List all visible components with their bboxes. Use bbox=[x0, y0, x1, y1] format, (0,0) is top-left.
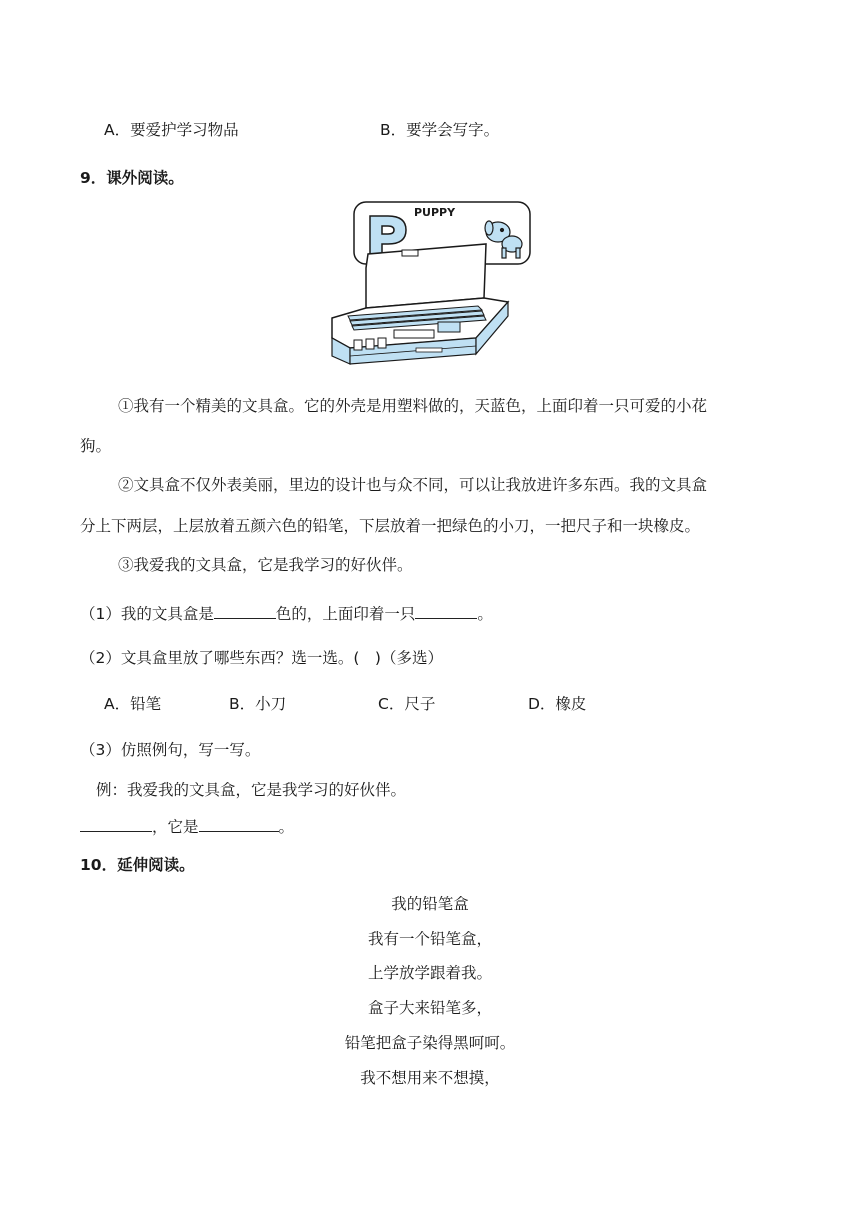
fill-blank-predicate[interactable] bbox=[199, 817, 279, 832]
sub2-option-a[interactable]: A．铅笔 bbox=[104, 695, 162, 713]
q9-example: 例：我爱我的文具盒，它是我学习的好伙伴。 bbox=[96, 781, 407, 799]
pencil-case-image bbox=[326, 198, 536, 372]
poem-line-5: 我不想用来不想摸， bbox=[360, 1069, 500, 1087]
q9-fill-line bbox=[80, 815, 294, 837]
q9-sub3: （3）仿照例句，写一写。 bbox=[80, 741, 261, 759]
sub2-option-b[interactable]: B．小刀 bbox=[229, 695, 287, 713]
sub1-text-3: 。 bbox=[477, 605, 493, 623]
q9-sub1 bbox=[80, 602, 493, 624]
sub1-text-1: （1）我的文具盒是 bbox=[80, 605, 214, 623]
q9-para1-line1: ①我有一个精美的文具盒。它的外壳是用塑料做的，天蓝色，上面印着一只可爱的小花 bbox=[118, 397, 708, 415]
poem-line-1: 我有一个铅笔盒， bbox=[367, 930, 492, 948]
poem-line-2: 上学放学跟着我。 bbox=[367, 964, 492, 982]
sub2-option-d[interactable]: D．橡皮 bbox=[528, 695, 587, 713]
q9-para1-line2: 狗。 bbox=[80, 437, 112, 455]
q9-para2-line1: ②文具盒不仅外表美丽，里边的设计也与众不同，可以让我放进许多东西。我的文具盒 bbox=[118, 476, 708, 494]
sub1-text-2: 色的，上面印着一只 bbox=[275, 605, 416, 623]
eraser-icon bbox=[438, 322, 460, 332]
ruler-icon bbox=[394, 330, 434, 338]
q9-sub2: （2）文具盒里放了哪些东西？选一选。( )（多选） bbox=[80, 649, 443, 667]
q9-title: 9．课外阅读。 bbox=[80, 169, 184, 187]
sub1-blank-animal[interactable] bbox=[415, 604, 477, 619]
fill-end-text: 。 bbox=[278, 818, 295, 836]
poem-line-3: 盒子大来铅笔多， bbox=[367, 999, 492, 1017]
q9-para3: ③我爱我的文具盒，它是我学习的好伙伴。 bbox=[118, 556, 413, 574]
sub1-blank-color[interactable] bbox=[214, 604, 276, 619]
q8-option-b: B．要学会写字。 bbox=[380, 121, 500, 139]
fill-blank-subject[interactable] bbox=[80, 817, 152, 832]
q8-option-a: A．要爱护学习物品 bbox=[104, 121, 239, 139]
q10-title: 10．延伸阅读。 bbox=[80, 856, 195, 874]
puppy-label: PUPPY bbox=[414, 206, 456, 219]
poem-line-4: 铅笔把盒子染得黑呵呵。 bbox=[344, 1034, 516, 1052]
q9-para2-line2: 分上下两层，上层放着五颜六色的铅笔，下层放着一把绿色的小刀，一把尺子和一块橡皮。 bbox=[80, 517, 701, 535]
poem-title: 我的铅笔盒 bbox=[391, 895, 469, 913]
fill-mid-text: ，它是 bbox=[152, 818, 199, 836]
sub2-option-c[interactable]: C．尺子 bbox=[378, 695, 436, 713]
